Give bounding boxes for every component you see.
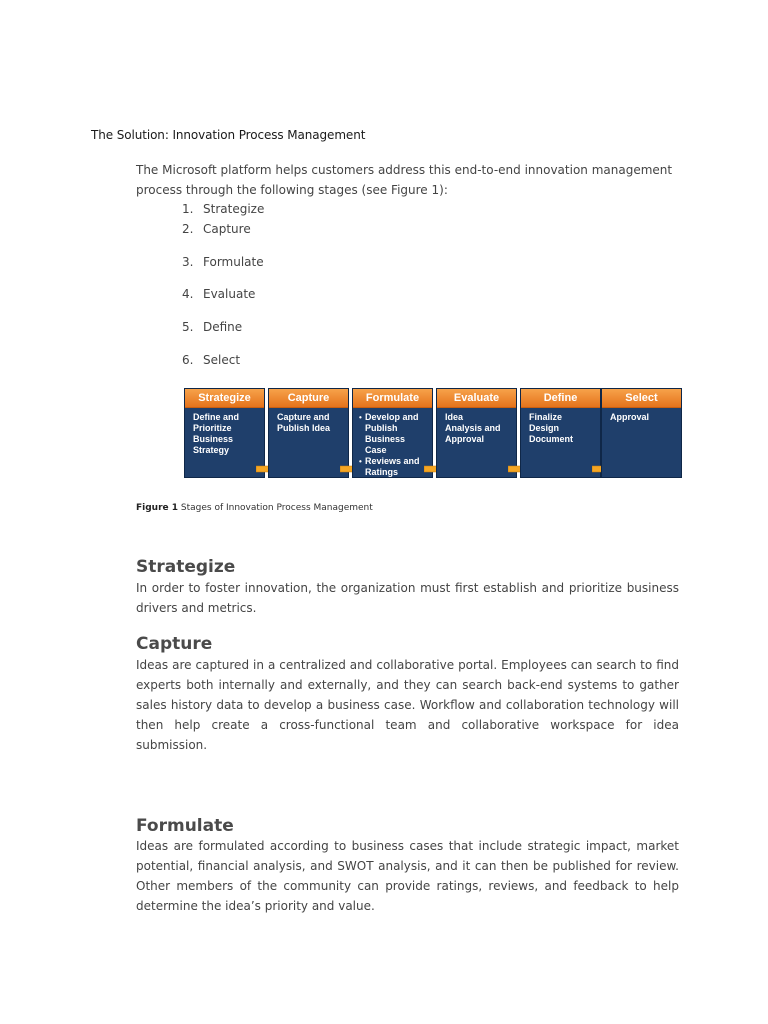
stage-box-title: Strategize (185, 389, 264, 408)
stage-box-title: Formulate (353, 389, 432, 408)
section-heading-capture: Capture (136, 634, 213, 654)
section-body-strategize: In order to foster innovation, the organization must first establish and prioritize business drivers and metrics. (136, 581, 679, 615)
intro-paragraph: The Microsoft platform helps customers address this end-to-end innovation management process through the following stages (see Figure 1): (136, 163, 673, 197)
list-item: 6. Select (182, 353, 241, 367)
section-body-formulate: Ideas are formulated according to business cases that include strategic impact, market potential, financial analysis, and SWOT analysis, and it can then be published for review. Other members of the community can provide ratings, reviews, and feedback to help determine the idea’s priority and value. (136, 839, 679, 913)
stage-box-body: Idea Analysis and Approval (445, 412, 501, 444)
figure-label: Figure 1 (136, 503, 179, 513)
stage-box-title: Capture (269, 389, 348, 408)
bullet-icon: • (359, 457, 362, 466)
stage-box-define (520, 388, 601, 478)
page-title: The Solution: Innovation Process Management (91, 128, 366, 142)
stage-box-strategize (184, 388, 265, 478)
stage-box-body: Define and Prioritize Business Strategy (193, 412, 240, 455)
stage-box-evaluate (436, 388, 517, 478)
stage-box-title: Evaluate (437, 389, 516, 408)
section-body-capture: Ideas are captured in a centralized and collaborative portal. Employees can search to find experts both internally and externally, and they can search back-end systems to gather sales history data to develop a business case. Workflow and collaboration technology will then help create a cross-functional team and collaborative workspace for idea submission. (136, 658, 679, 752)
figure-caption-text: Stages of Innovation Process Management (178, 503, 373, 513)
list-item: 5. Define (182, 320, 243, 334)
section-heading-strategize: Strategize (136, 557, 236, 577)
list-item: 2. Capture (182, 222, 251, 236)
list-item: 1. Strategize (182, 202, 265, 216)
stage-box-title: Define (521, 389, 600, 408)
bullet-icon: • (359, 413, 362, 422)
stage-box-body: • Develop and Publish Business Case • Reviews and Ratings (359, 412, 420, 477)
stage-box-select (601, 388, 682, 478)
stage-box-body: Capture and Publish Idea (277, 412, 331, 433)
stage-box-body: Approval (610, 412, 650, 422)
figure-caption (136, 503, 373, 513)
list-item: 4. Evaluate (182, 287, 256, 301)
stage-box-body: Finalize Design Document (529, 412, 574, 444)
stages-figure (184, 388, 682, 478)
stage-box-title: Select (602, 389, 681, 408)
section-heading-formulate: Formulate (136, 816, 234, 836)
stage-box-capture (268, 388, 349, 478)
list-item: 3. Formulate (182, 255, 264, 269)
stage-box-formulate (352, 388, 433, 478)
